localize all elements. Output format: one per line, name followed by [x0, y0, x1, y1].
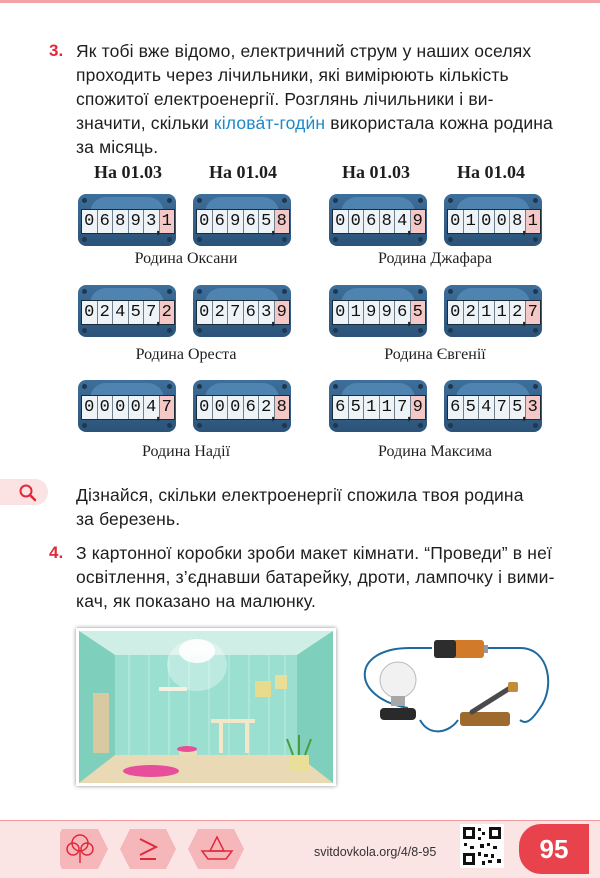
meter-digit: 5 — [510, 396, 526, 419]
meter-digit: 6 — [333, 396, 349, 419]
family-label-oksana: Родина Оксани — [134, 250, 238, 267]
date-header-right-1: На 01.03 — [341, 162, 410, 182]
family-label-jafar: Родина Джафара — [377, 250, 493, 267]
task-4-line-1: З картонної коробки зроби макет кімнати. “Проведи” в неї — [76, 543, 552, 563]
task-4-line-2: освітлення, з’єднавши батарейку, дроти, лампочку і вими- — [76, 567, 555, 587]
meter-decimal-digit: 9 — [275, 301, 290, 324]
family-label-maksym: Родина Максима — [378, 443, 492, 460]
meter-decimal-digit: 3 — [526, 396, 541, 419]
meter-digit: 0 — [448, 301, 464, 324]
task-4-number: 4. — [49, 543, 64, 562]
meter-decimal-digit: 7 — [160, 396, 175, 419]
meter-reading — [196, 209, 290, 234]
meter-digit: 1 — [349, 301, 365, 324]
footer-site-link[interactable]: svitdovkola.org/4/8-95 — [314, 845, 437, 859]
meter-decimal-comma: , — [271, 311, 275, 327]
meter-digit: 7 — [144, 301, 160, 324]
electricity-meter — [193, 285, 291, 337]
electricity-meter — [444, 194, 542, 246]
meter-digit: 9 — [364, 301, 380, 324]
meter-reading — [447, 395, 541, 420]
explore-badge — [0, 479, 48, 505]
meter-digit: 6 — [213, 210, 229, 233]
meter-digit: 8 — [510, 210, 526, 233]
top-rule — [0, 0, 600, 3]
meter-digit: 5 — [349, 396, 365, 419]
meter-digit: 0 — [129, 396, 145, 419]
meter-decimal-digit: 5 — [411, 301, 426, 324]
meter-decimal-comma: , — [156, 311, 160, 327]
meter-decimal-comma: , — [407, 406, 411, 422]
footer-icons — [60, 821, 260, 878]
meter-digit: 4 — [144, 396, 160, 419]
meter-reading — [332, 395, 426, 420]
task-3-line-4 — [76, 111, 553, 135]
meter-reading — [81, 395, 175, 420]
meter-decimal-digit: 8 — [275, 210, 290, 233]
room-model-photo — [76, 628, 336, 786]
electricity-meter — [193, 380, 291, 432]
meter-digit: 1 — [464, 210, 480, 233]
meter-digit: 0 — [82, 210, 98, 233]
meter-digit: 8 — [380, 210, 396, 233]
meter-digit: 6 — [98, 210, 114, 233]
meter-reading — [332, 300, 426, 325]
task-3-text — [76, 39, 553, 159]
meter-digit: 6 — [448, 396, 464, 419]
meter-digit: 2 — [259, 396, 275, 419]
task-3-number: 3. — [49, 41, 64, 60]
task-4-text — [76, 541, 555, 613]
circuit-diagram — [350, 628, 555, 758]
task-3-line-4-end: використала кожна родина — [325, 113, 553, 133]
electricity-meter — [329, 285, 427, 337]
meter-digit: 1 — [364, 396, 380, 419]
meter-digit: 0 — [113, 396, 129, 419]
meter-digit: 0 — [98, 396, 114, 419]
meter-digit: 0 — [82, 396, 98, 419]
page-number: 95 — [519, 824, 589, 874]
family-label-orest: Родина Ореста — [135, 346, 237, 363]
meter-reading — [332, 209, 426, 234]
task-3-line-2: проходить через лічильники, які вимірюють кількість — [76, 65, 509, 85]
meter-decimal-comma: , — [407, 220, 411, 236]
electricity-meter — [444, 380, 542, 432]
meter-decimal-digit: 7 — [526, 301, 541, 324]
family-label-nadiia: Родина Надії — [141, 443, 231, 460]
meter-reading — [196, 395, 290, 420]
meter-decimal-comma: , — [156, 406, 160, 422]
meter-digit: 2 — [98, 301, 114, 324]
meter-decimal-digit: 9 — [411, 210, 426, 233]
meter-reading — [81, 209, 175, 234]
meter-digit: 5 — [129, 301, 145, 324]
meter-digit: 0 — [213, 396, 229, 419]
switch-icon — [460, 682, 518, 726]
meter-reading — [447, 209, 541, 234]
electricity-meter — [78, 285, 176, 337]
meter-digit: 0 — [82, 301, 98, 324]
meter-digit: 6 — [244, 301, 260, 324]
lamp-icon — [380, 662, 416, 720]
task-3-line-3: спожитої електроенергії. Розглянь лічильники і ви- — [76, 89, 494, 109]
meter-decimal-digit: 1 — [526, 210, 541, 233]
meter-digit: 1 — [380, 396, 396, 419]
meter-digit: 7 — [228, 301, 244, 324]
meter-digit: 0 — [495, 210, 511, 233]
meter-reading — [196, 300, 290, 325]
meter-digit: 0 — [349, 210, 365, 233]
electricity-meter — [444, 285, 542, 337]
extra-task-text — [76, 483, 524, 531]
meter-digit: 6 — [395, 301, 411, 324]
meter-digit: 0 — [228, 396, 244, 419]
meter-digit: 3 — [144, 210, 160, 233]
meter-digit: 9 — [380, 301, 396, 324]
meter-digit: 4 — [395, 210, 411, 233]
footer-band — [0, 821, 600, 878]
meter-digit: 4 — [113, 301, 129, 324]
meter-digit: 0 — [197, 396, 213, 419]
task-3-line-5: за місяць. — [76, 137, 159, 157]
meter-digit: 0 — [448, 210, 464, 233]
meter-decimal-digit: 9 — [411, 396, 426, 419]
meter-digit: 5 — [464, 396, 480, 419]
meter-digit: 2 — [510, 301, 526, 324]
extra-line-1: Дізнайся, скільки електроенергії спожила твоя родина — [76, 485, 524, 505]
electricity-meter — [78, 194, 176, 246]
kwh-term-link[interactable]: кілова́т-годи́н — [213, 113, 326, 133]
meter-digit: 3 — [259, 301, 275, 324]
meter-decimal-digit: 8 — [275, 396, 290, 419]
meter-decimal-comma: , — [522, 311, 526, 327]
task-3-line-1: Як тобі вже відомо, електричний струм у наших оселях — [76, 41, 532, 61]
meter-reading — [81, 300, 175, 325]
meter-digit: 1 — [495, 301, 511, 324]
meter-decimal-comma: , — [271, 406, 275, 422]
meter-decimal-comma: , — [271, 220, 275, 236]
electricity-meter — [78, 380, 176, 432]
meter-digit: 6 — [244, 210, 260, 233]
meter-digit: 6 — [364, 210, 380, 233]
meter-reading — [447, 300, 541, 325]
meter-decimal-comma: , — [407, 311, 411, 327]
family-label-yevheniia: Родина Євгенії — [384, 346, 486, 363]
task-4-line-3: кач, як показано на малюнку. — [76, 591, 316, 611]
qr-code-icon[interactable] — [460, 824, 504, 868]
meter-digit: 0 — [197, 301, 213, 324]
meter-decimal-digit: 1 — [160, 210, 175, 233]
meter-digit: 0 — [333, 301, 349, 324]
meter-decimal-comma: , — [522, 406, 526, 422]
electricity-meter — [329, 194, 427, 246]
meter-digit: 5 — [259, 210, 275, 233]
meter-digit: 1 — [479, 301, 495, 324]
date-header-left-1: На 01.03 — [93, 162, 162, 182]
meter-digit: 7 — [395, 396, 411, 419]
task-3-line-4-start: значити, скільки — [76, 113, 214, 133]
date-header-right-2: На 01.04 — [456, 162, 525, 182]
meter-digit: 8 — [113, 210, 129, 233]
extra-line-2: за березень. — [76, 509, 181, 529]
meter-decimal-comma: , — [156, 220, 160, 236]
meter-digit: 9 — [228, 210, 244, 233]
magnifier-icon — [18, 483, 38, 503]
meter-digit: 6 — [244, 396, 260, 419]
meter-decimal-comma: , — [522, 220, 526, 236]
meter-decimal-digit: 2 — [160, 301, 175, 324]
battery-icon — [434, 640, 488, 658]
meter-digit: 9 — [129, 210, 145, 233]
meter-digit: 0 — [479, 210, 495, 233]
meter-digit: 4 — [479, 396, 495, 419]
electricity-meter — [329, 380, 427, 432]
electricity-meter — [193, 194, 291, 246]
date-header-left-2: На 01.04 — [208, 162, 277, 182]
meter-digit: 0 — [333, 210, 349, 233]
meter-digit: 0 — [197, 210, 213, 233]
meter-digit: 2 — [464, 301, 480, 324]
meter-digit: 7 — [495, 396, 511, 419]
meter-digit: 2 — [213, 301, 229, 324]
